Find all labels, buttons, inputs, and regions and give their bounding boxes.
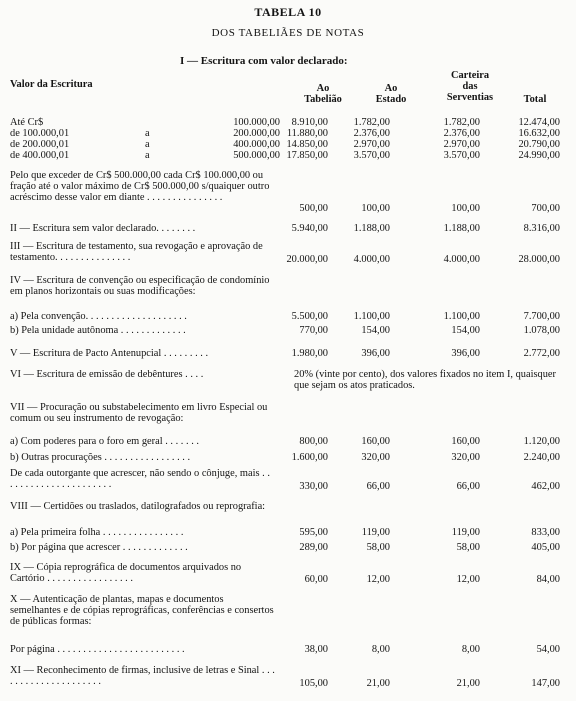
value-estado: 2.970,00 xyxy=(353,139,390,150)
value-carteira: 100,00 xyxy=(451,203,480,214)
row-label: De cada outorgante que acrescer, não sendo o cônjuge, mais . . . . . . . . . . . . . . . . . . . . . . xyxy=(10,468,270,490)
value-total: 405,00 xyxy=(531,542,560,553)
row-label: XI — Reconhecimento de firmas, inclusive de letras e Sinal . . . . . . . . . . . . . . . . . . . . . xyxy=(10,665,275,687)
value-tabeliao: 14.850,00 xyxy=(286,139,328,150)
value-estado: 66,00 xyxy=(366,481,390,492)
value-total: 462,00 xyxy=(531,481,560,492)
row-label: VIII — Certidões ou traslados, datilografados ou reprografia: xyxy=(10,501,266,512)
value-total: 7.700,00 xyxy=(523,311,560,322)
row-label: a) Com poderes para o foro em geral . . . . . . . xyxy=(10,436,199,447)
row-label: IV — Escritura de convenção ou especificação de condomínio em planos horizontais ou suas modificações: xyxy=(10,275,270,297)
bracket-from: Até Cr$ xyxy=(10,117,44,128)
bracket-connector: a xyxy=(145,128,150,139)
row-note: 20% (vinte por cento), dos valores fixados no item I, quaisquer que sejam os atos praticados. xyxy=(294,369,557,391)
value-total: 12.474,00 xyxy=(518,117,560,128)
bracket-upto: 500.000,00 xyxy=(233,150,280,161)
value-carteira: 160,00 xyxy=(451,436,480,447)
value-carteira: 2.970,00 xyxy=(443,139,480,150)
bracket-from: de 400.000,01 xyxy=(10,150,70,161)
row-label: X — Autenticação de plantas, mapas e documentos semelhantes e de cópias reprográficas, conferências e consertos de públicas formas: xyxy=(10,594,274,627)
row-label: b) Outras procurações . . . . . . . . . . . . . . . . . xyxy=(10,452,191,463)
value-carteira: 66,00 xyxy=(456,481,480,492)
value-carteira: 4.000,00 xyxy=(443,254,480,265)
value-total: 24.990,00 xyxy=(518,150,560,161)
section-i-heading: I — Escritura com valor declarado: xyxy=(180,55,348,67)
row-label: a) Pela primeira folha . . . . . . . . . . . . . . . . xyxy=(10,527,184,538)
value-carteira: 1.188,00 xyxy=(443,223,480,234)
value-tabeliao: 17.850,00 xyxy=(286,150,328,161)
table-title: TABELA 10 xyxy=(254,5,322,19)
value-tabeliao: 11.880,00 xyxy=(286,128,328,139)
row-label: Por página . . . . . . . . . . . . . . . . . . . . . . . . . xyxy=(10,644,185,655)
header-total: Total xyxy=(523,94,547,105)
value-total: 2.240,00 xyxy=(523,452,560,463)
value-tabeliao: 5.500,00 xyxy=(291,311,328,322)
value-estado: 100,00 xyxy=(361,203,390,214)
row-label: a) Pela convenção. . . . . . . . . . . . . . . . . . . . xyxy=(10,311,187,322)
value-carteira: 119,00 xyxy=(451,527,480,538)
value-total: 2.772,00 xyxy=(523,348,560,359)
bracket-connector: a xyxy=(145,139,150,150)
value-tabeliao: 330,00 xyxy=(299,481,328,492)
row-label: Pelo que exceder de Cr$ 500.000,00 cada Cr$ 100.000,00 ou fração até o valor máximo de Cr$ 500.000,00 s/quaiquer outro acréscimo desse valor em diante . . . . . . . . . . . . . . . xyxy=(10,170,270,203)
row-label: III — Escritura de testamento, sua revogação e aprovação de testamento. . . . . . . . . . . . . . . xyxy=(10,241,263,263)
value-total: 28.000,00 xyxy=(518,254,560,265)
value-estado: 3.570,00 xyxy=(353,150,390,161)
header-valor: Valor da Escritura xyxy=(10,79,93,90)
value-total: 1.120,00 xyxy=(523,436,560,447)
row-label: b) Por página que acrescer . . . . . . . . . . . . . xyxy=(10,542,188,553)
bracket-upto: 100.000,00 xyxy=(233,117,280,128)
bracket-connector: a xyxy=(145,150,150,161)
value-carteira: 396,00 xyxy=(451,348,480,359)
value-carteira: 1.100,00 xyxy=(443,311,480,322)
value-carteira: 8,00 xyxy=(461,644,480,655)
bracket-upto: 400.000,00 xyxy=(233,139,280,150)
bracket-upto: 200.000,00 xyxy=(233,128,280,139)
row-label: VI — Escritura de emissão de debêntures . . . . xyxy=(10,369,204,380)
value-estado: 8,00 xyxy=(371,644,390,655)
value-tabeliao: 38,00 xyxy=(304,644,328,655)
value-estado: 4.000,00 xyxy=(353,254,390,265)
value-estado: 1.100,00 xyxy=(353,311,390,322)
value-estado: 160,00 xyxy=(361,436,390,447)
value-tabeliao: 1.600,00 xyxy=(291,452,328,463)
value-total: 833,00 xyxy=(531,527,560,538)
value-carteira: 21,00 xyxy=(456,678,480,689)
header-carteira: Carteira das Serventias xyxy=(446,70,494,103)
header-tabeliao: Ao Tabelião xyxy=(304,83,342,105)
table-subtitle: DOS TABELIÃES DE NOTAS xyxy=(211,27,365,39)
row-label: II — Escritura sem valor declarado. . . . . . . . xyxy=(10,223,196,234)
value-carteira: 1.782,00 xyxy=(443,117,480,128)
value-total: 84,00 xyxy=(536,574,560,585)
value-carteira: 154,00 xyxy=(451,325,480,336)
header-estado: Ao Estado xyxy=(375,83,407,105)
value-total: 20.790,00 xyxy=(518,139,560,150)
value-tabeliao: 595,00 xyxy=(299,527,328,538)
value-tabeliao: 289,00 xyxy=(299,542,328,553)
value-carteira: 3.570,00 xyxy=(443,150,480,161)
value-tabeliao: 20.000,00 xyxy=(286,254,328,265)
value-estado: 1.782,00 xyxy=(353,117,390,128)
value-tabeliao: 5.940,00 xyxy=(291,223,328,234)
bracket-from: de 200.000,01 xyxy=(10,139,70,150)
row-label: V — Escritura de Pacto Antenupcial . . . . . . . . . xyxy=(10,348,209,359)
value-estado: 1.188,00 xyxy=(353,223,390,234)
value-estado: 21,00 xyxy=(366,678,390,689)
value-total: 8.316,00 xyxy=(523,223,560,234)
value-tabeliao: 8.910,00 xyxy=(291,117,328,128)
value-estado: 154,00 xyxy=(361,325,390,336)
value-estado: 12,00 xyxy=(366,574,390,585)
value-total: 1.078,00 xyxy=(523,325,560,336)
value-estado: 2.376,00 xyxy=(353,128,390,139)
value-estado: 119,00 xyxy=(361,527,390,538)
value-carteira: 2.376,00 xyxy=(443,128,480,139)
value-tabeliao: 500,00 xyxy=(299,203,328,214)
value-carteira: 12,00 xyxy=(456,574,480,585)
value-total: 16.632,00 xyxy=(518,128,560,139)
bracket-from: de 100.000,01 xyxy=(10,128,70,139)
value-tabeliao: 770,00 xyxy=(299,325,328,336)
value-tabeliao: 105,00 xyxy=(299,678,328,689)
value-carteira: 320,00 xyxy=(451,452,480,463)
value-estado: 58,00 xyxy=(366,542,390,553)
value-tabeliao: 800,00 xyxy=(299,436,328,447)
row-label: IX — Cópia reprográfica de documentos arquivados no Cartório . . . . . . . . . . . . . . . . . xyxy=(10,562,242,584)
value-carteira: 58,00 xyxy=(456,542,480,553)
row-label: VII — Procuração ou substabelecimento em livro Especial ou comum ou seu instrumento de revogação: xyxy=(10,402,268,424)
value-total: 147,00 xyxy=(531,678,560,689)
value-tabeliao: 1.980,00 xyxy=(291,348,328,359)
value-estado: 396,00 xyxy=(361,348,390,359)
value-total: 54,00 xyxy=(536,644,560,655)
value-tabeliao: 60,00 xyxy=(304,574,328,585)
value-total: 700,00 xyxy=(531,203,560,214)
row-label: b) Pela unidade autônoma . . . . . . . . . . . . . xyxy=(10,325,186,336)
value-estado: 320,00 xyxy=(361,452,390,463)
